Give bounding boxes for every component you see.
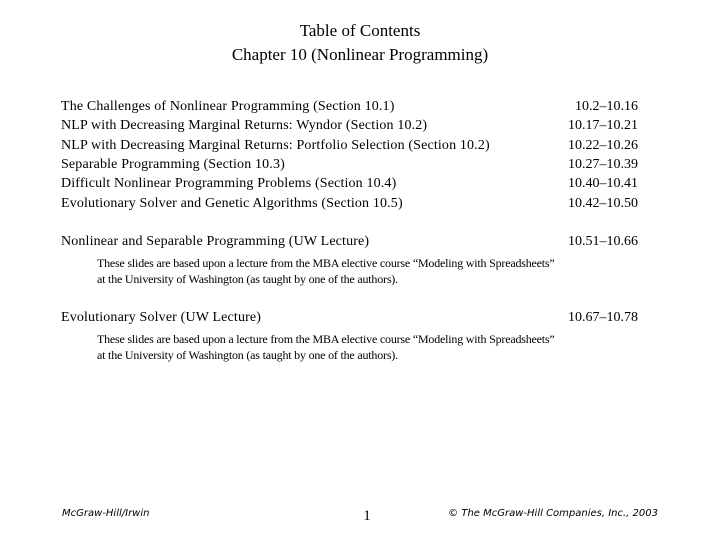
lecture-note xyxy=(97,331,672,363)
toc-entry-label: Difficult Nonlinear Programming Problems (Section 10.4) xyxy=(61,176,397,191)
toc-entry xyxy=(61,155,638,174)
toc-entry-pages: 10.22–10.26 xyxy=(568,138,638,153)
toc-entry-pages: 10.51–10.66 xyxy=(568,234,638,249)
lecture-note-line: These slides are based upon a lecture from the MBA elective course “Modeling with Spreadsheets” xyxy=(97,332,555,346)
lecture-note-line: at the University of Washington (as taught by one of the authors). xyxy=(97,348,398,362)
toc-entry xyxy=(61,97,638,116)
toc-entry-label: Evolutionary Solver (UW Lecture) xyxy=(61,310,262,325)
toc-entry-pages: 10.27–10.39 xyxy=(568,157,638,172)
lecture-note-line: at the University of Washington (as taught by one of the authors). xyxy=(97,272,398,286)
toc-entry-pages: 10.40–10.41 xyxy=(568,176,638,191)
toc-entry-pages: 10.2–10.16 xyxy=(575,99,638,114)
toc-entry xyxy=(61,174,638,193)
toc-entry-label: NLP with Decreasing Marginal Returns: Portfolio Selection (Section 10.2) xyxy=(61,138,490,153)
toc-entry-label: NLP with Decreasing Marginal Returns: Wyndor (Section 10.2) xyxy=(61,118,428,133)
toc-entry-label: The Challenges of Nonlinear Programming (Section 10.1) xyxy=(61,99,395,114)
footer-page-number: 1 xyxy=(363,508,371,524)
toc-entry-pages: 10.67–10.78 xyxy=(568,310,638,325)
page-subtitle: Chapter 10 (Nonlinear Programming) xyxy=(231,45,489,64)
toc-lecture-entry xyxy=(61,308,638,327)
toc-entry-pages: 10.42–10.50 xyxy=(568,196,638,211)
lecture-note xyxy=(97,255,672,287)
toc-entry-label: Separable Programming (Section 10.3) xyxy=(61,157,285,172)
toc-entry xyxy=(61,194,638,213)
footer-copyright: © The McGraw-Hill Companies, Inc., 2003 xyxy=(448,508,658,519)
footer-publisher: McGraw-Hill/Irwin xyxy=(62,508,150,519)
toc-entry xyxy=(61,136,638,155)
toc-entry-pages: 10.17–10.21 xyxy=(568,118,638,133)
toc-entry-label: Evolutionary Solver and Genetic Algorithms (Section 10.5) xyxy=(61,196,403,211)
toc-entry-label: Nonlinear and Separable Programming (UW Lecture) xyxy=(61,234,370,249)
page-title: Table of Contents xyxy=(299,21,421,40)
lecture-note-line: These slides are based upon a lecture from the MBA elective course “Modeling with Spreadsheets” xyxy=(97,256,555,270)
toc-lecture-entry xyxy=(61,232,638,251)
toc-entry xyxy=(61,116,638,135)
